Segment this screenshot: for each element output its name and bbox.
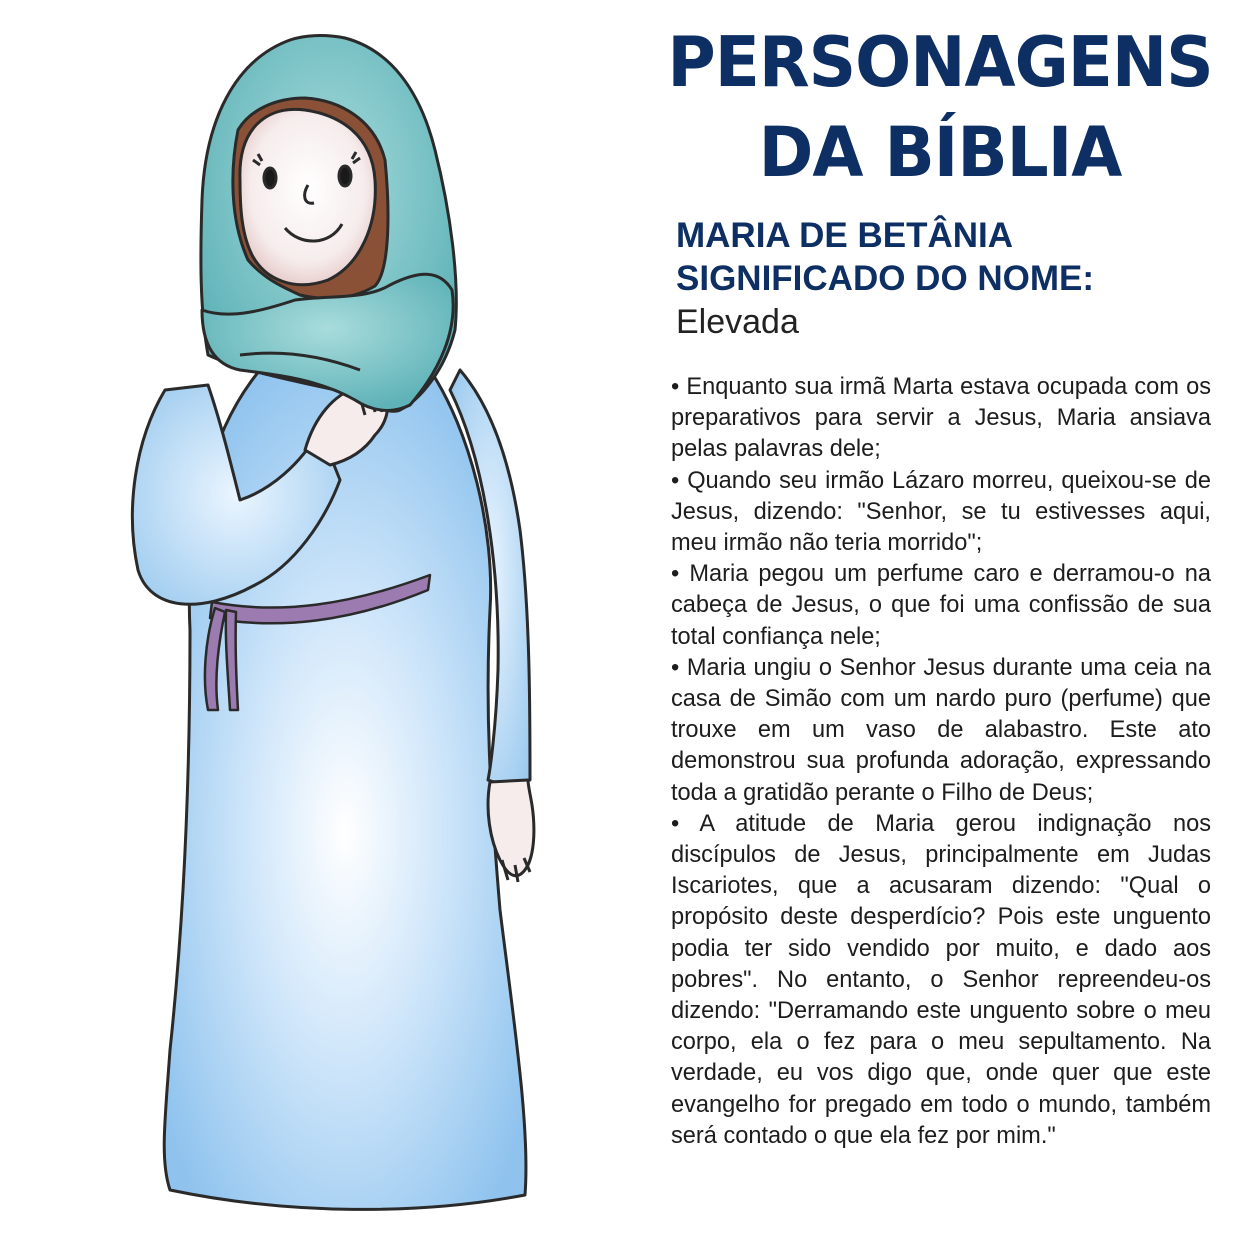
maria-illustration (90, 10, 610, 1230)
fact-item: • A atitude de Maria gerou indignação nos discípulos de Jesus, principalmente em Judas Iscariotes, que a acusaram dizendo: "Qual o propósito deste desperdício? Pois este unguento podia ter sido vendido por muito, e dado aos pobres". No entanto, o Senhor repreendeu-os dizendo: "Derramando este unguento sobre o meu corpo, ela o fez para o meu sepultamento. Na verdade, eu vos digo que, onde quer que este evangelho for pregado em todo o mundo, também será contado o que ela fez por mim." (671, 810, 1211, 1149)
meaning-value: Elevada (676, 303, 799, 341)
character-name: MARIA DE BETÂNIA (676, 216, 1014, 255)
title-line-2: DA BÍBLIA (758, 112, 1122, 194)
face (240, 109, 375, 284)
character-info (676, 214, 1216, 344)
facts-list (671, 372, 1211, 1152)
fact-item: • Maria ungiu o Senhor Jesus durante uma ceia na casa de Simão com um nardo puro (perfume) que trouxe em um vaso de alabastro. Este ato demonstrou sua profunda adoração, expressando toda a gratidão perante o Filho de Deus; (671, 654, 1211, 806)
fact-item: • Quando seu irmão Lázaro morreu, queixou-se de Jesus, dizendo: "Senhor, se tu estivesses aqui, meu irmão não teria morrido"; (671, 467, 1211, 557)
title-line-1: PERSONAGENS (667, 21, 1213, 103)
page-title (660, 18, 1220, 199)
fact-item: • Maria pegou um perfume caro e derramou-o na cabeça de Jesus, o que foi uma confissão de sua total confiança nele; (671, 561, 1211, 650)
meaning-label: SIGNIFICADO DO NOME: (676, 259, 1095, 298)
fact-item: • Enquanto sua irmã Marta estava ocupada com os preparativos para servir a Jesus, Maria ansiava pelas palavras dele; (671, 374, 1211, 463)
